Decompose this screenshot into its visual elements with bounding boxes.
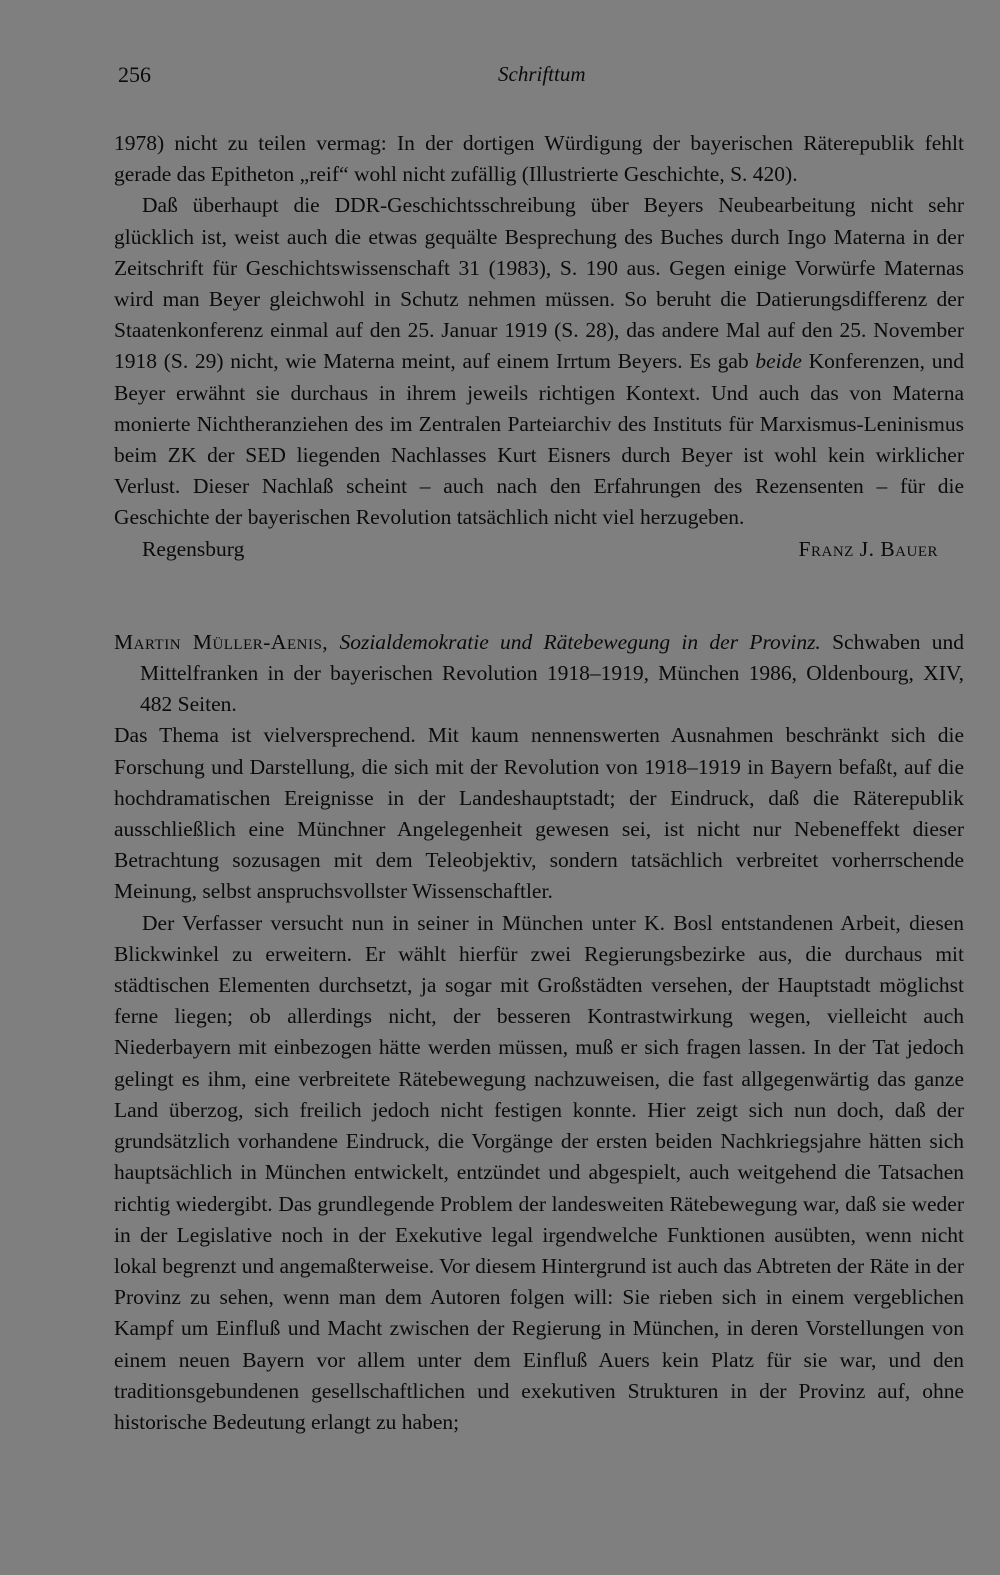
book-title: Sozialdemokratie und Rätebewegung in der Provinz. <box>339 629 821 654</box>
review1-paragraph-1: 1978) nicht zu teilen vermag: In der dortigen Würdigung der bayerischen Räterepublik fehlt gerade das Epitheton „reif“ wohl nicht zufällig (Illustrierte Geschichte, S. 420). <box>114 131 964 187</box>
review1-paragraph-2-part-b: Konferenzen, und Beyer erwähnt sie durchaus in ihrem jeweils richtigen Kontext. Und auch das von Materna monierte Nichtheranziehen des im Zentralen Parteiarchiv des Instituts für Marxismus-Leninismus beim ZK der SED liegenden Nachlasses Kurt Eisners durch Beyer ist wohl kein wirklicher Verlust. Dieser Nachlaß scheint – auch nach den Erfahrungen des Rezensenten – für die Geschichte der bayerischen Revolution tatsächlich nicht viel herzugeben. <box>114 349 964 530</box>
page-header <box>118 62 878 92</box>
review1-signature <box>114 534 964 565</box>
book-details: Schwaben und Mittelfranken in der bayerischen Revolution 1918–1919, München 1986, Oldenbourg, XIV, 482 Seiten. <box>140 629 964 717</box>
page-number: 256 <box>118 62 151 87</box>
book-author: Martin Müller-Aenis, <box>114 629 329 654</box>
review2-body <box>114 720 964 1438</box>
page-body <box>114 128 964 1438</box>
review1-paragraph-2-part-a: Daß überhaupt die DDR-Geschichtsschreibung über Beyers Neubearbeitung nicht sehr glücklich ist, weist auch die etwas gequälte Besprechung des Buches durch Ingo Materna in der Zeitschrift für Geschichtswissenschaft 31 (1983), S. 190 aus. Gegen einige Vorwürfe Maternas wird man Beyer gleichwohl in Schutz nehmen müssen. So beruht die Datierungsdifferenz der Staatenkonferenz einmal auf den 25. Januar 1919 (S. 28), das andere Mal auf den 25. November 1918 (S. 29) nicht, wie Materna meint, auf einem Irrtum Beyers. Es gab <box>114 193 964 374</box>
review1-emphasis: beide <box>755 349 802 374</box>
review1-paragraph-2 <box>114 190 964 533</box>
review2-paragraph-1: Das Thema ist vielversprechend. Mit kaum nennenswerten Ausnahmen beschränkt sich die Forschung und Darstellung, die sich mit der Revolution von 1918–1919 in Bayern befaßt, auf die hochdramatischen Ereignisse in der Landeshauptstadt; der Eindruck, daß die Räterepublik ausschließlich eine Münchner Angelegenheit gewesen sei, ist nicht nur Nebeneffekt dieser Betrachtung sozusagen mit dem Teleobjektiv, sondern tatsächlich verbreitet vorherrschende Meinung, selbst anspruchsvollster Wissenschaftler. <box>114 723 964 904</box>
review-place: Regensburg <box>142 536 245 561</box>
reviewer-name: Franz J. Bauer <box>798 536 938 561</box>
running-title: Schrifttum <box>498 62 586 86</box>
review2-paragraph-2: Der Verfasser versucht nun in seiner in München unter K. Bosl entstandenen Arbeit, diesen Blickwinkel zu erweitern. Er wählt hierfür zwei Regierungsbezirke aus, die durchaus mit städtischen Elementen durchsetzt, ja sogar mit Großstädten versehen, der Hauptstadt möglichst ferne liegen; ob allerdings nicht, der besseren Kontrastwirkung wegen, vielleicht auch Niederbayern mit einbezogen hätte werden müssen, muß er sich fragen lassen. In der Tat jedoch gelingt es ihm, eine verbreitete Rätebewegung nachzuweisen, die fast allgegenwärtig das ganze Land überzog, sich freilich jedoch nicht festigen konnte. Hier zeigt sich nun doch, daß der grundsätzlich vorhandene Eindruck, die Vorgänge der ersten beiden Nachkriegsjahre hätten sich hauptsächlich in München entwickelt, entzündet und abgespielt, auch weitgehend die Tatsachen richtig wiedergibt. Das grundlegende Problem der landesweiten Rätebewegung war, daß sie weder in der Legislative noch in der Exekutive legal irgendwelche Funktionen ausübten, wenn nicht lokal begrenzt und angemaßterweise. Vor diesem Hintergrund ist auch das Abtreten der Räte in der Provinz zu sehen, wenn man dem Autoren folgen will: Sie rieben sich in einem vergeblichen Kampf um Einfluß und Macht zwischen der Regierung in München, in deren Vorstellungen von einem neuen Bayern vor allem unter dem Einfluß Auers kein Platz für sie war, und den traditionsgebundenen gesellschaftlichen und exekutiven Strukturen in der Provinz auf, ohne historische Bedeutung erlangt zu haben; <box>114 910 964 1434</box>
review2-bibliographic-heading <box>114 627 964 721</box>
